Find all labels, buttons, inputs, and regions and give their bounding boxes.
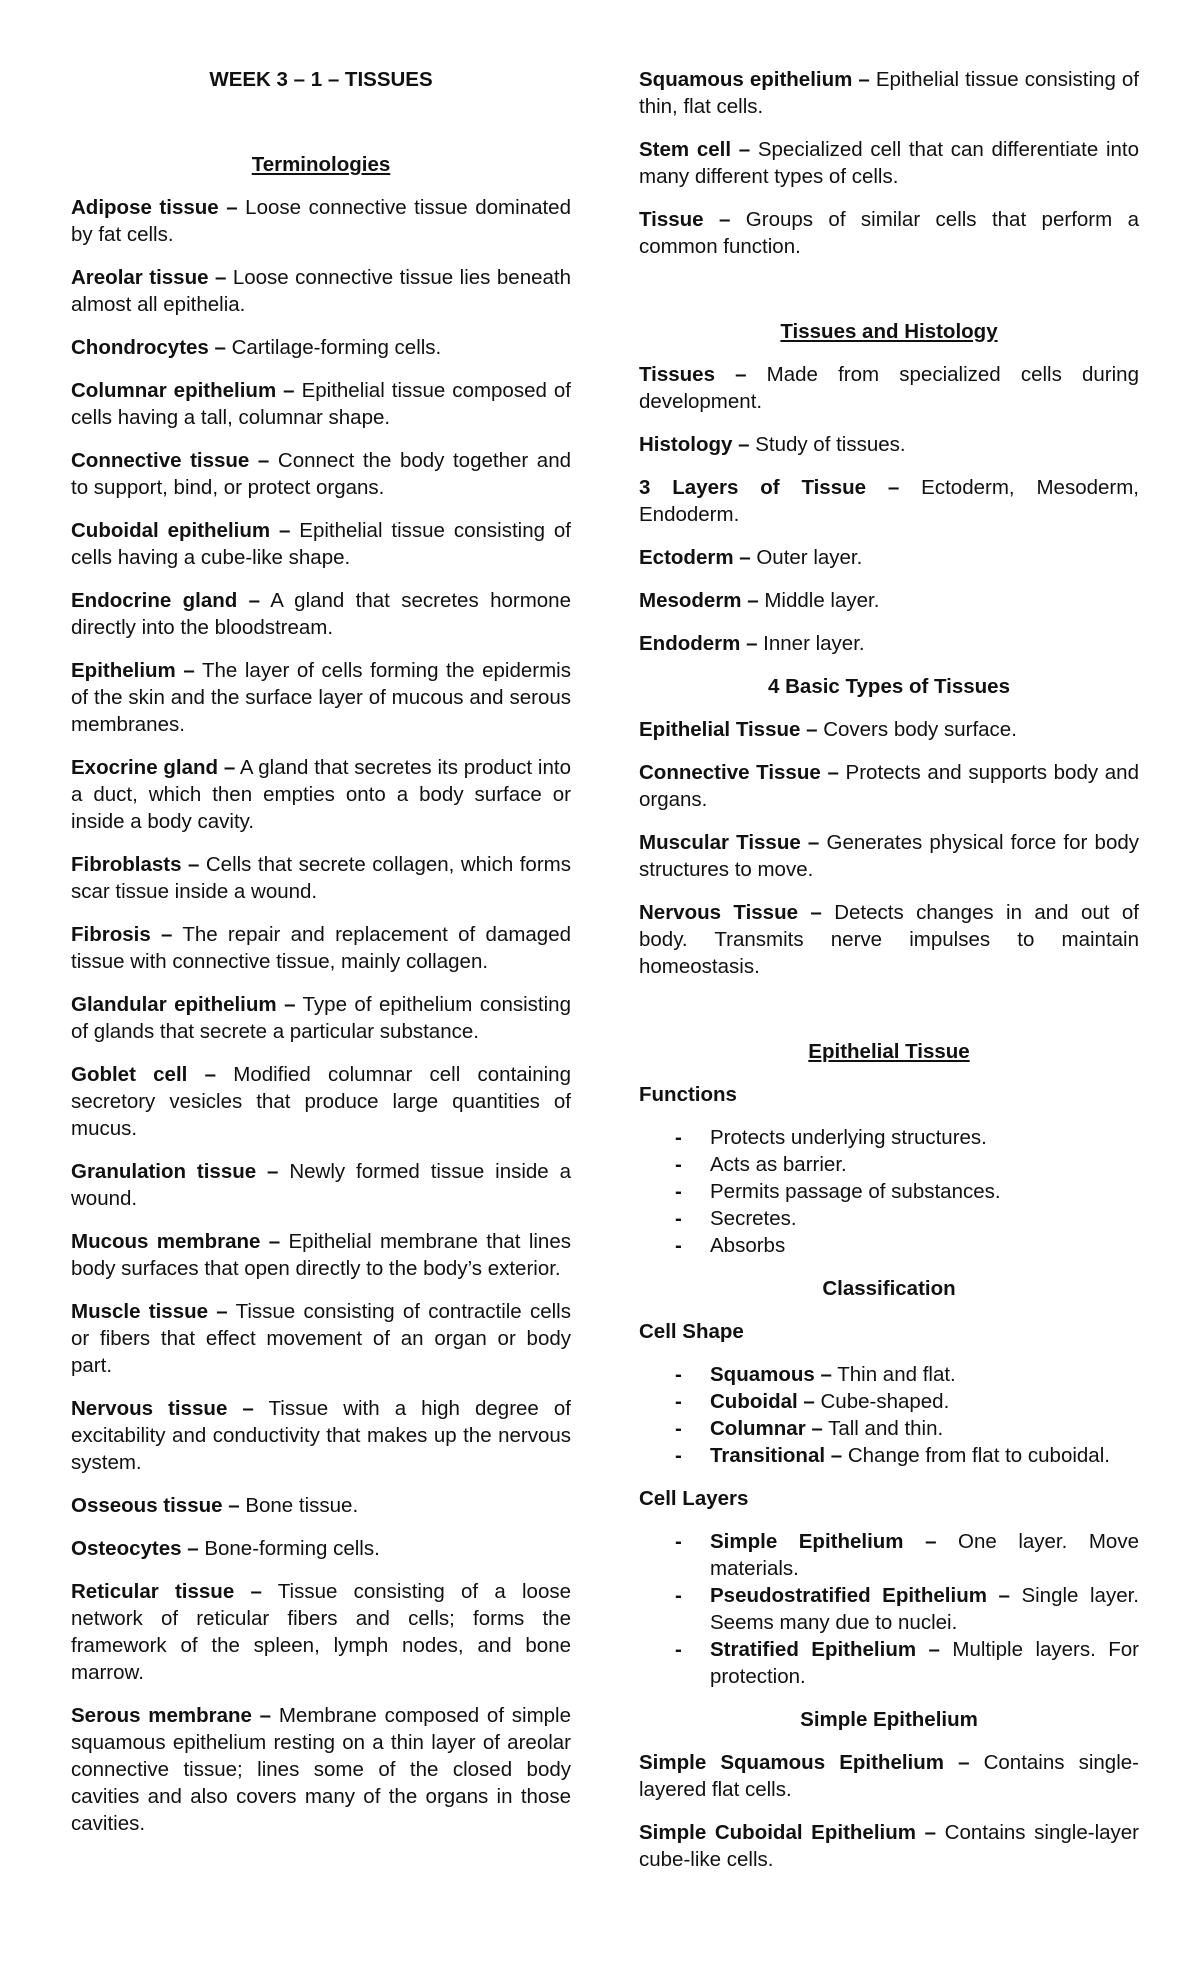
epithelial-tissue-heading: Epithelial Tissue (808, 1040, 970, 1063)
list-item: - Transitional – Change from flat to cuboidal. (675, 1444, 1110, 1467)
term-entry: Endocrine gland – A gland that secretes hormone directly into the bloodstream. (71, 589, 571, 639)
tissues-histology-heading: Tissues and Histology (780, 320, 998, 343)
term-entry: Nervous tissue – Tissue with a high degree of excitability and conductivity that makes up the nervous system. (71, 1397, 571, 1474)
tissue-type-entry: Epithelial Tissue – Covers body surface. (639, 718, 1017, 741)
term-entry: Areolar tissue – Loose connective tissue lies beneath almost all epithelia. (71, 266, 571, 316)
term-entry: Chondrocytes – Cartilage-forming cells. (71, 336, 442, 359)
cell-shape-list (639, 1361, 1139, 1469)
tissue-type-entry: Muscular Tissue – Generates physical force for body structures to move. (639, 831, 1139, 881)
term-entry: Exocrine gland – A gland that secretes its product into a duct, which then empties onto a body surface or inside a body cavity. (71, 756, 571, 833)
list-item: - Protects underlying structures. (675, 1126, 987, 1149)
term-entry: Granulation tissue – Newly formed tissue inside a wound. (71, 1160, 571, 1210)
document-title: WEEK 3 – 1 – TISSUES (209, 68, 433, 91)
list-item: - Absorbs (675, 1234, 786, 1257)
tissue-type-entry: Connective Tissue – Protects and supports body and organs. (639, 761, 1139, 811)
term-entry: Squamous epithelium – Epithelial tissue consisting of thin, flat cells. (639, 68, 1139, 118)
tissue-type-entry: Nervous Tissue – Detects changes in and out of body. Transmits nerve impulses to maintain homeostasis. (639, 901, 1139, 978)
list-item: - Cuboidal – Cube-shaped. (675, 1390, 950, 1413)
cell-layers-list (639, 1528, 1139, 1690)
term-entry: Stem cell – Specialized cell that can differentiate into many different types of cells. (639, 138, 1140, 188)
left-column (71, 66, 571, 1853)
term-entry: Goblet cell – Modified columnar cell containing secretory vesicles that produce large quantities of mucus. (71, 1063, 571, 1140)
term-entry: Muscle tissue – Tissue consisting of contractile cells or fibers that effect movement of an organ or body part. (71, 1300, 571, 1377)
term-entry: Osteocytes – Bone-forming cells. (71, 1537, 380, 1560)
histology-entry: 3 Layers of Tissue – Ectoderm, Mesoderm, Endoderm. (639, 476, 1139, 526)
list-item: - Stratified Epithelium – Multiple layers. For protection. (675, 1638, 1140, 1688)
term-entry: Fibroblasts – Cells that secrete collagen, which forms scar tissue inside a wound. (71, 853, 571, 903)
term-entry: Epithelium – The layer of cells forming the epidermis of the skin and the surface layer of mucous and serous membranes. (71, 659, 571, 736)
histology-entry: Ectoderm – Outer layer. (639, 546, 863, 569)
cell-layers-label: Cell Layers (639, 1487, 749, 1510)
cell-shape-label: Cell Shape (639, 1320, 744, 1343)
term-entry: Adipose tissue – Loose connective tissue dominated by fat cells. (71, 196, 571, 246)
term-entry: Fibrosis – The repair and replacement of damaged tissue with connective tissue, mainly collagen. (71, 923, 571, 973)
term-entry: Osseous tissue – Bone tissue. (71, 1494, 359, 1517)
terminologies-heading: Terminologies (251, 153, 391, 176)
classification-heading: Classification (822, 1277, 956, 1300)
term-entry: Serous membrane – Membrane composed of simple squamous epithelium resting on a thin layer of areolar connective tissue; lines some of the closed body cavities and also covers many of the organs in those cavities. (71, 1704, 571, 1835)
functions-label: Functions (639, 1083, 737, 1106)
histology-entry: Endoderm – Inner layer. (639, 632, 865, 655)
histology-entry: Histology – Study of tissues. (639, 433, 906, 456)
term-entry: Glandular epithelium – Type of epithelium consisting of glands that secrete a particular substance. (71, 993, 571, 1043)
list-item: - Pseudostratified Epithelium – Single layer. Seems many due to nuclei. (675, 1584, 1139, 1634)
list-item: - Secretes. (675, 1207, 797, 1230)
term-entry: Cuboidal epithelium – Epithelial tissue consisting of cells having a cube-like shape. (71, 519, 571, 569)
list-item: - Permits passage of substances. (675, 1180, 1001, 1203)
term-entry: Connective tissue – Connect the body together and to support, bind, or protect organs. (71, 449, 571, 499)
list-item: - Squamous – Thin and flat. (675, 1363, 956, 1386)
list-item: - Columnar – Tall and thin. (675, 1417, 944, 1440)
simple-epithelium-entry: Simple Squamous Epithelium – Contains single-layered flat cells. (639, 1751, 1139, 1801)
basic-types-heading: 4 Basic Types of Tissues (768, 675, 1010, 698)
list-item: - Simple Epithelium – One layer. Move materials. (675, 1530, 1139, 1580)
simple-epithelium-heading: Simple Epithelium (800, 1708, 978, 1731)
term-entry: Mucous membrane – Epithelial membrane that lines body surfaces that open directly to the body’s exterior. (71, 1230, 571, 1280)
functions-list (639, 1124, 1139, 1259)
right-column (639, 66, 1139, 1889)
histology-entry: Tissues – Made from specialized cells during development. (639, 363, 1139, 413)
histology-entry: Mesoderm – Middle layer. (639, 589, 880, 612)
term-entry: Tissue – Groups of similar cells that perform a common function. (639, 208, 1139, 258)
term-entry: Columnar epithelium – Epithelial tissue composed of cells having a tall, columnar shape. (71, 379, 571, 429)
list-item: - Acts as barrier. (675, 1153, 847, 1176)
simple-epithelium-entry: Simple Cuboidal Epithelium – Contains single-layer cube-like cells. (639, 1821, 1140, 1871)
term-entry: Reticular tissue – Tissue consisting of a loose network of reticular fibers and cells; forms the framework of the spleen, lymph nodes, and bone marrow. (71, 1580, 572, 1684)
